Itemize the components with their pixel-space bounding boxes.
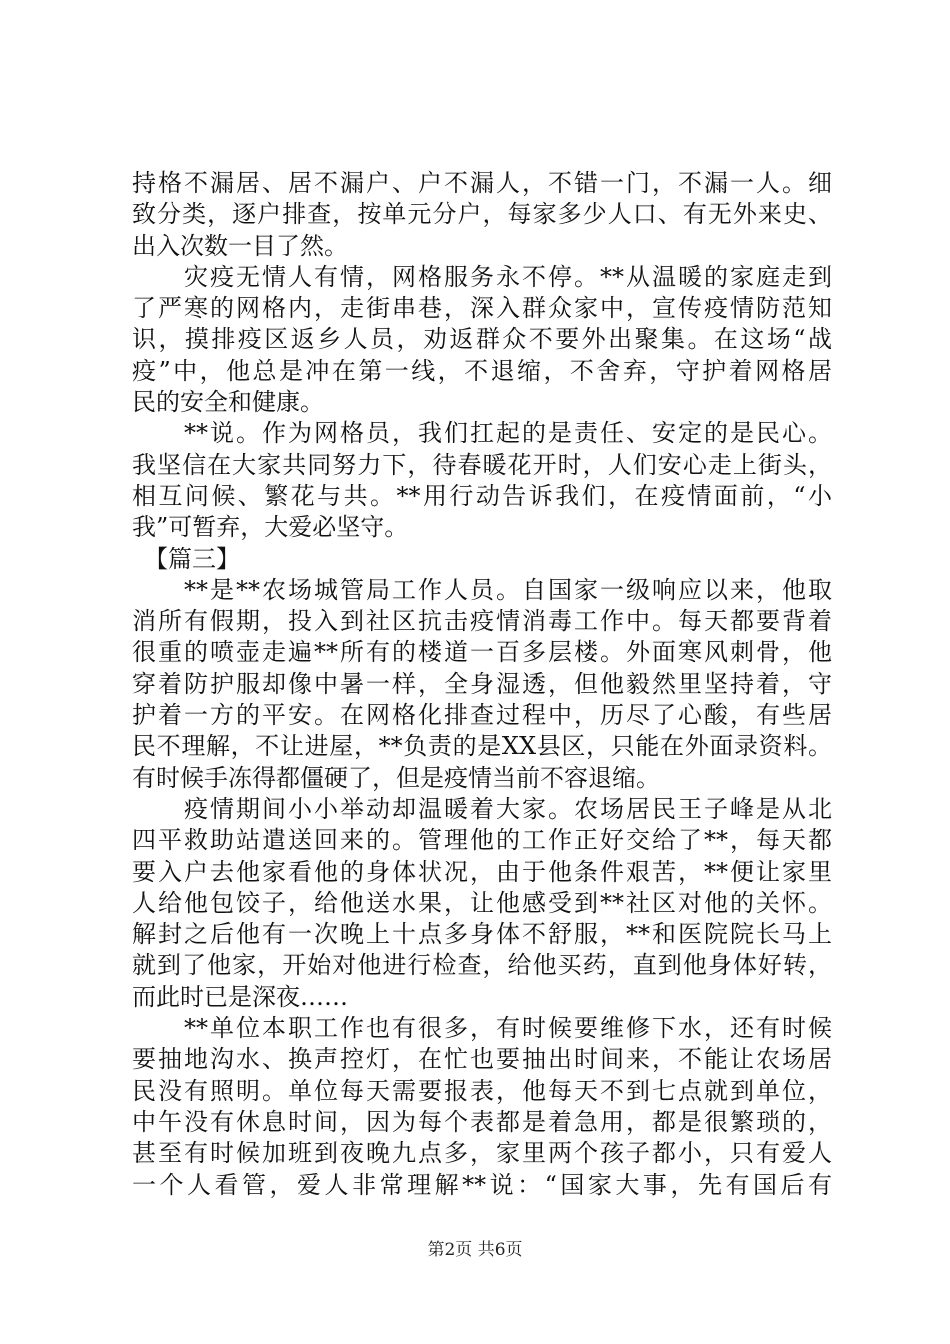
text-line: 四平救助站遣送回来的。管理他的工作正好交给了**，每天都 bbox=[132, 826, 832, 855]
text-line: 中午没有休息时间，因为每个表都是着急用，都是很繁琐的， bbox=[132, 1107, 832, 1136]
text-line: 要入户去他家看他的身体状况，由于他条件艰苦，**便让家里 bbox=[132, 857, 832, 886]
text-line: 我”可暂弃，大爱必坚守。 bbox=[132, 513, 409, 542]
document-body bbox=[132, 168, 832, 1201]
text-line: 人给他包饺子，给他送水果，让他感受到**社区对他的关怀。 bbox=[132, 888, 832, 917]
text-line: 持格不漏居、居不漏户、户不漏人，不错一门，不漏一人。细 bbox=[132, 169, 832, 197]
text-line: 就到了他家，开始对他进行检查，给他买药，直到他身体好转， bbox=[132, 951, 832, 980]
text-line: **单位本职工作也有很多，有时候要维修下水，还有时候 bbox=[132, 1014, 832, 1043]
text-line: 了严寒的网格内，走街串巷，深入群众家中，宣传疫情防范知 bbox=[132, 294, 832, 323]
text-line: 消所有假期，投入到社区抗击疫情消毒工作中。每天都要背着 bbox=[132, 607, 832, 636]
text-line: 民不理解，不让进屋，**负责的是XX县区，只能在外面录资料。 bbox=[132, 732, 832, 761]
text-line: 解封之后他有一次晚上十点多身体不舒服，**和医院院长马上 bbox=[132, 920, 832, 949]
text-line: 穿着防护服却像中暑一样，全身湿透，但他毅然里坚持着，守 bbox=[132, 669, 832, 698]
text-line: 而此时已是深夜…… bbox=[132, 982, 348, 1011]
text-line: 疫”中，他总是冲在第一线，不退缩，不舍弃，守护着网格居 bbox=[132, 356, 832, 385]
text-line: 出入次数一目了然。 bbox=[132, 231, 348, 260]
text-line: 甚至有时候加班到夜晚九点多，家里两个孩子都小，只有爱人 bbox=[132, 1139, 832, 1168]
page-footer: 第2页 共6页 bbox=[427, 1240, 523, 1260]
text-line: **是**农场城管局工作人员。自国家一级响应以来，他取 bbox=[132, 575, 832, 604]
text-line: 很重的喷壶走遍**所有的楼道一百多层楼。外面寒风刺骨，他 bbox=[132, 638, 832, 667]
text-line: 【篇三】 bbox=[132, 544, 240, 573]
text-line: 灾疫无情人有情，网格服务永不停。**从温暖的家庭走到 bbox=[132, 262, 832, 291]
text-line: 有时候手冻得都僵硬了，但是疫情当前不容退缩。 bbox=[132, 763, 660, 792]
text-line: 一个人看管，爱人非常理解**说：“国家大事，先有国后有 bbox=[132, 1170, 832, 1199]
text-line: 识，摸排疫区返乡人员，劝返群众不要外出聚集。在这场“战 bbox=[132, 325, 832, 354]
text-line: 相互问候、繁花与共。**用行动告诉我们，在疫情面前，“小 bbox=[132, 481, 832, 510]
text-line: **说。作为网格员，我们扛起的是责任、安定的是民心。 bbox=[132, 419, 832, 448]
text-line: 护着一方的平安。在网格化排查过程中，历尽了心酸，有些居 bbox=[132, 701, 832, 730]
text-line: 民的安全和健康。 bbox=[132, 388, 324, 417]
text-line: 疫情期间小小举动却温暖着大家。农场居民王子峰是从北 bbox=[132, 794, 832, 823]
text-line: 我坚信在大家共同努力下，待春暖花开时，人们安心走上街头， bbox=[132, 450, 832, 479]
text-line: 民没有照明。单位每天需要报表，他每天不到七点就到单位， bbox=[132, 1076, 832, 1105]
text-line: 要抽地沟水、换声控灯，在忙也要抽出时间来，不能让农场居 bbox=[132, 1045, 832, 1074]
text-line: 致分类，逐户排查，按单元分户，每家多少人口、有无外来史、 bbox=[132, 200, 832, 229]
